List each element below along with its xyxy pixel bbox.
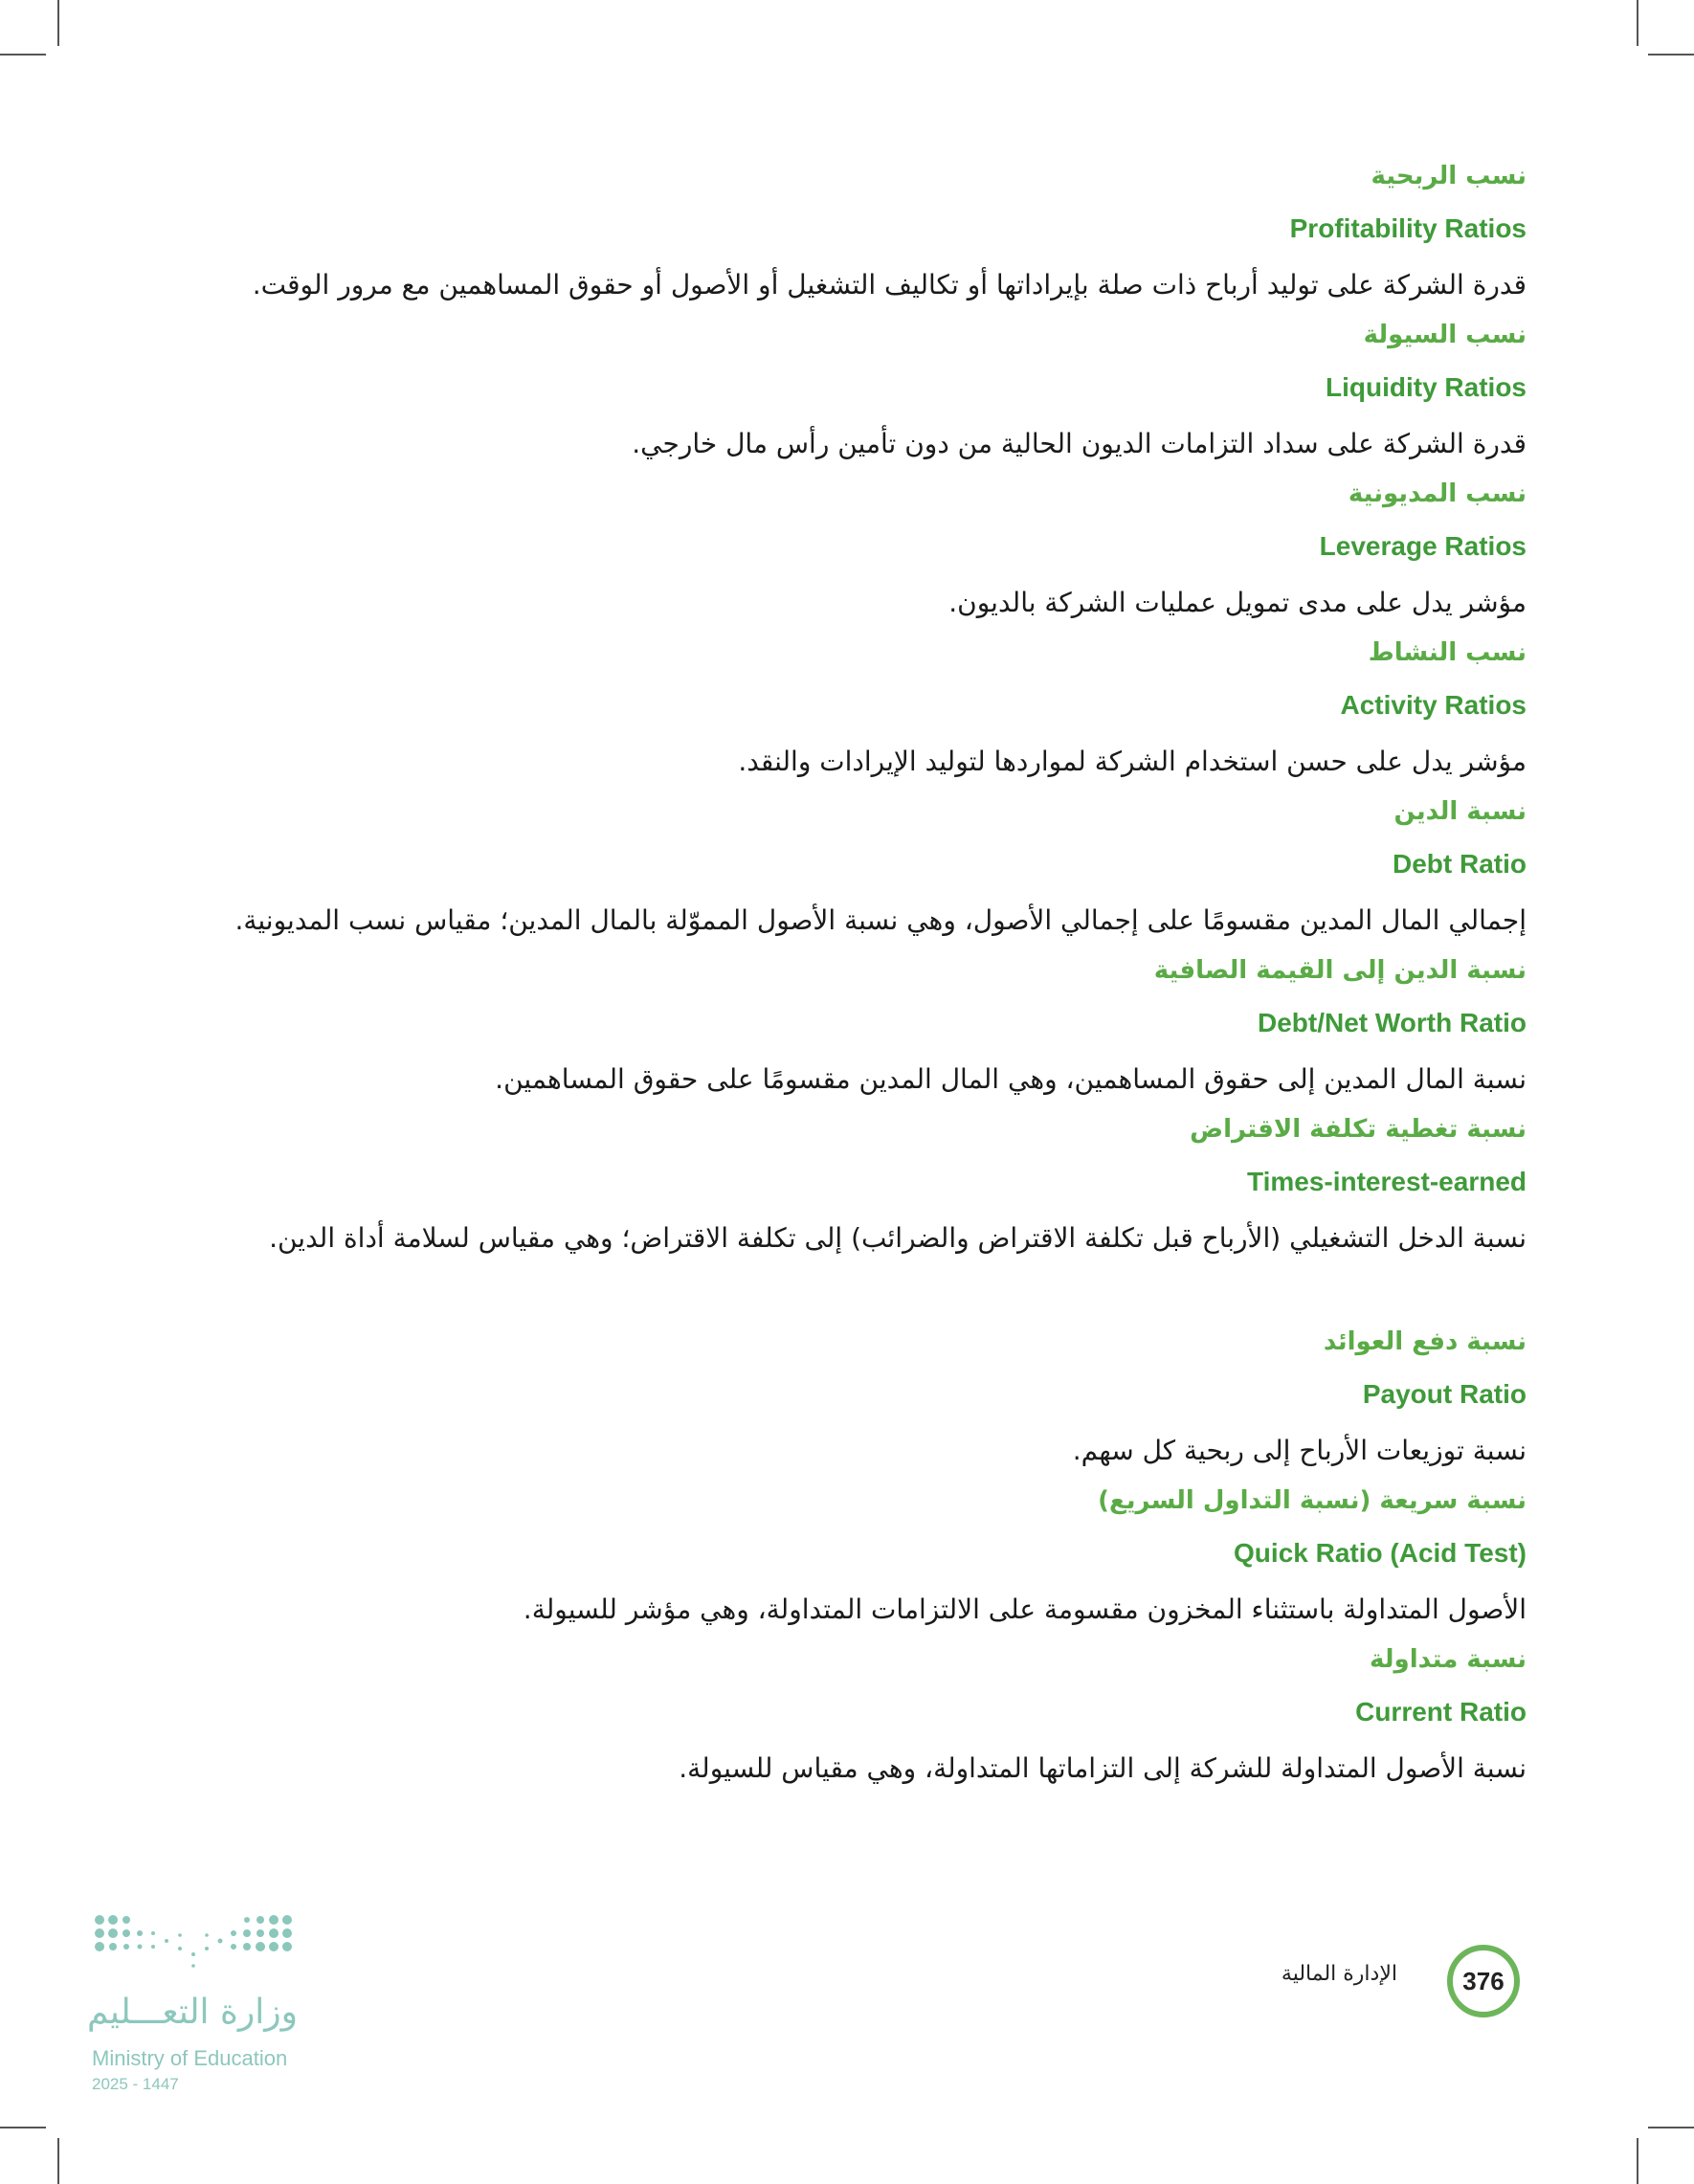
term-definition: نسبة الدخل التشغيلي (الأرباح قبل تكلفة الاقتراض والضرائب) إلى تكلفة الاقتراض؛ وهي مقياس لسلامة أداة الدين. xyxy=(269,1222,1527,1254)
term-definition: قدرة الشركة على توليد أرباح ذات صلة بإيراداتها أو تكاليف التشغيل أو الأصول أو حقوق المساهمين مع مرور الوقت. xyxy=(252,269,1527,301)
term-definition: مؤشر يدل على حسن استخدام الشركة لمواردها لتوليد الإيرادات والنقد. xyxy=(738,746,1527,777)
term-definition: الأصول المتداولة باستثناء المخزون مقسومة على الالتزامات المتداولة، وهي مؤشر للسيولة. xyxy=(523,1593,1527,1625)
glossary-entry xyxy=(201,320,1527,479)
english-term: Leverage Ratios xyxy=(1319,531,1527,561)
glossary-content xyxy=(201,161,1527,1803)
arabic-term: نسب النشاط xyxy=(1368,638,1527,667)
glossary-entry xyxy=(201,1326,1527,1485)
arabic-term: نسبة سريعة (نسبة التداول السريع) xyxy=(1098,1486,1527,1515)
arabic-term: نسبة دفع العوائد xyxy=(1323,1327,1527,1356)
crop-mark xyxy=(57,2138,59,2184)
glossary-entry xyxy=(201,637,1527,796)
crop-mark xyxy=(1637,2138,1638,2184)
term-definition: إجمالي المال المدين مقسومًا على إجمالي الأصول، وهي نسبة الأصول المموّلة بالمال المدين؛ مقياس نسب المديونية. xyxy=(234,904,1527,936)
arabic-term: نسب المديونية xyxy=(1348,479,1527,508)
english-term: Liquidity Ratios xyxy=(1326,372,1527,402)
ministry-name-arabic: وزارة التعـــليم xyxy=(86,1993,298,2032)
glossary-entry xyxy=(201,479,1527,637)
crop-mark xyxy=(57,0,59,46)
english-term: Debt Ratio xyxy=(1393,849,1527,879)
term-definition: مؤشر يدل على مدى تمويل عمليات الشركة بالديون. xyxy=(948,587,1527,618)
glossary-entry xyxy=(201,1644,1527,1803)
english-term: Payout Ratio xyxy=(1362,1379,1527,1409)
arabic-term: نسب السيولة xyxy=(1363,321,1527,349)
crop-mark xyxy=(0,54,46,56)
glossary-entry xyxy=(201,1485,1527,1644)
crop-mark xyxy=(1648,54,1694,56)
ministry-name-english: Ministry of Education xyxy=(92,2046,288,2070)
english-term: Quick Ratio (Acid Test) xyxy=(1234,1538,1527,1568)
glossary-entry xyxy=(201,796,1527,955)
english-term: Activity Ratios xyxy=(1340,690,1527,720)
ministry-year: 2025 - 1447 xyxy=(92,2075,179,2093)
arabic-term: نسب الربحية xyxy=(1371,162,1527,190)
crop-mark xyxy=(1637,0,1638,46)
term-definition: نسبة المال المدين إلى حقوق المساهمين، وهي المال المدين مقسومًا على حقوق المساهمين. xyxy=(495,1063,1527,1095)
glossary-entry xyxy=(201,955,1527,1114)
glossary-entry xyxy=(201,161,1527,320)
arabic-term: نسبة الدين xyxy=(1393,797,1527,826)
english-term: Debt/Net Worth Ratio xyxy=(1257,1008,1527,1037)
arabic-term: نسبة الدين إلى القيمة الصافية xyxy=(1153,956,1527,985)
term-definition: قدرة الشركة على سداد التزامات الديون الحالية من دون تأمين رأس مال خارجي. xyxy=(632,428,1527,459)
arabic-term: نسبة تغطية تكلفة الاقتراض xyxy=(1190,1115,1527,1144)
crop-mark xyxy=(0,2127,46,2128)
arabic-term: نسبة متداولة xyxy=(1370,1645,1527,1674)
term-definition: نسبة الأصول المتداولة للشركة إلى التزاماتها المتداولة، وهي مقياس للسيولة. xyxy=(679,1752,1527,1784)
glossary-entry xyxy=(201,1114,1527,1326)
page-number: 376 xyxy=(1447,1945,1520,2017)
english-term: Profitability Ratios xyxy=(1289,213,1527,243)
english-term: Times-interest-earned xyxy=(1246,1167,1527,1196)
crop-mark xyxy=(1648,2127,1694,2128)
book-title: الإدارة المالية xyxy=(1281,1962,1397,1986)
term-definition: نسبة توزيعات الأرباح إلى ربحية كل سهم. xyxy=(1072,1435,1527,1466)
english-term: Current Ratio xyxy=(1355,1697,1527,1727)
